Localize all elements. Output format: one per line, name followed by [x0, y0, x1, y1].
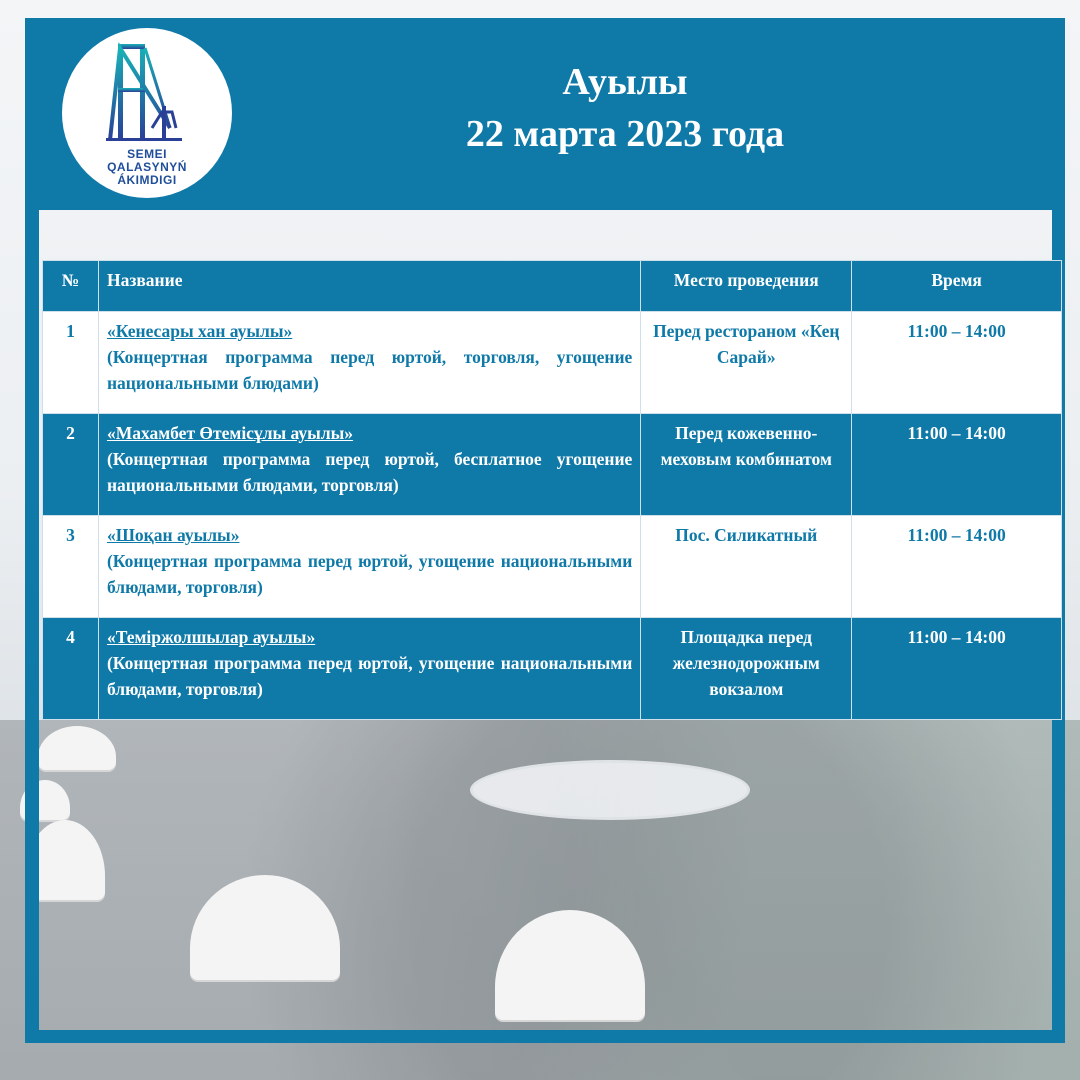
column-header-time: Время — [852, 261, 1062, 312]
event-place: Перед рестораном «Кең Сарай» — [641, 312, 852, 414]
row-number: 3 — [43, 516, 99, 618]
event-cell — [98, 414, 640, 516]
page-title — [360, 56, 890, 160]
event-description: (Концертная программа перед юртой, угощение национальными блюдами, торговля) — [106, 653, 633, 699]
event-name: «Теміржолшылар ауылы» — [106, 627, 316, 647]
event-cell — [98, 516, 640, 618]
table-row — [43, 312, 1062, 414]
event-time: 11:00 – 14:00 — [852, 516, 1062, 618]
event-name: «Шоқан ауылы» — [106, 525, 240, 545]
table-row — [43, 618, 1062, 720]
column-header-number: № — [43, 261, 99, 312]
event-time: 11:00 – 14:00 — [852, 312, 1062, 414]
event-name: «Кенесары хан ауылы» — [106, 321, 293, 341]
title-text: Ауылы — [562, 61, 688, 103]
logo-text-line1: SEMEI — [127, 147, 167, 161]
logo-text-line3: ÁKIMDIGI — [117, 173, 177, 187]
event-place: Пос. Силикатный — [641, 516, 852, 618]
column-header-place: Место проведения — [641, 261, 852, 312]
fountain-image — [470, 760, 750, 820]
table-row — [43, 414, 1062, 516]
event-name: «Махамбет Өтемісұлы ауылы» — [106, 423, 354, 443]
frame-border-left — [25, 18, 39, 1030]
logo-text-line2: QALASYNYŃ — [107, 160, 187, 174]
frame-border-bottom — [25, 1030, 1065, 1043]
table-row — [43, 516, 1062, 618]
event-description: (Концертная программа перед юртой, бесплатное угощение национальными блюдами, торговля) — [106, 449, 633, 495]
event-time: 11:00 – 14:00 — [852, 414, 1062, 516]
event-description: (Концертная программа перед юртой, угощение национальными блюдами, торговля) — [106, 551, 633, 597]
row-number: 1 — [43, 312, 99, 414]
events-table — [42, 260, 1062, 720]
city-akimat-logo — [62, 28, 232, 198]
row-number: 2 — [43, 414, 99, 516]
event-cell — [98, 312, 640, 414]
event-description: (Концертная программа перед юртой, торговля, угощение национальными блюдами) — [106, 347, 633, 393]
column-header-name: Название — [98, 261, 640, 312]
event-time: 11:00 – 14:00 — [852, 618, 1062, 720]
event-date: 22 марта 2023 года — [465, 113, 785, 155]
event-place: Перед кожевенно-меховым комбинатом — [641, 414, 852, 516]
table-header-row — [43, 261, 1062, 312]
row-number: 4 — [43, 618, 99, 720]
event-cell — [98, 618, 640, 720]
event-place: Площадка перед железнодорожным вокзалом — [641, 618, 852, 720]
